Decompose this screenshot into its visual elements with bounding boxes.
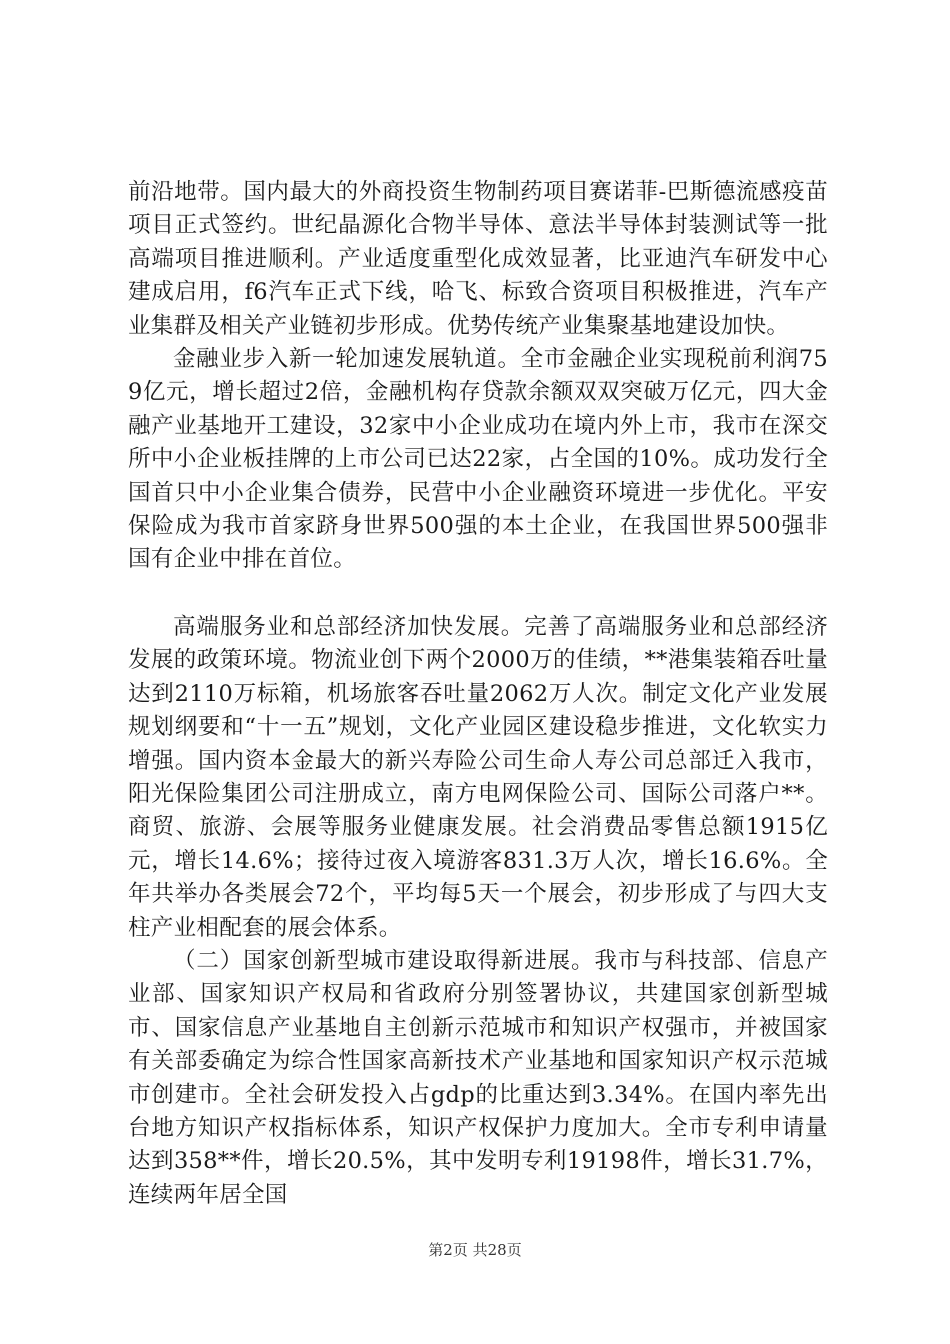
document-body (128, 176, 828, 1212)
paragraph-services: 高端服务业和总部经济加快发展。完善了高端服务业和总部经济发展的政策环境。物流业创下两个2000万的佳绩，**港集装箱吞吐量达到2110万标箱，机场旅客吞吐量2062万人次。制定文化产业发展规划纲要和“十一五”规划，文化产业园区建设稳步推进，文化软实力增强。国内资本金最大的新兴寿险公司生命人寿公司总部迁入我市，阳光保险集团公司注册成立，南方电网保险公司、国际公司落户**。商贸、旅游、会展等服务业健康发展。社会消费品零售总额1915亿元，增长14.6%；接待过夜入境游客831.3万人次，增长16.6%。全年共举办各类展会72个，平均每5天一个展会，初步形成了与四大支柱产业相配套的展会体系。 (128, 613, 828, 941)
paragraph-finance: 金融业步入新一轮加速发展轨道。全市金融企业实现税前利润759亿元，增长超过2倍，金融机构存贷款余额双双突破万亿元，四大金融产业基地开工建设，32家中小企业成功在境内外上市，我市在深交所中小企业板挂牌的上市公司已达22家，占全国的10%。成功发行全国首只中小企业集合债券，民营中小企业融资环境进一步优化。平安保险成为我市首家跻身世界500强的本土企业，在我国世界500强非国有企业中排在首位。 (128, 346, 828, 573)
paragraph-continuation: 前沿地带。国内最大的外商投资生物制药项目赛诺菲-巴斯德流感疫苗项目正式签约。世纪晶源化合物半导体、意法半导体封装测试等一批高端项目推进顺利。产业适度重型化成效显著，比亚迪汽车研发中心建成启用，f6汽车正式下线，哈飞、标致合资项目积极推进，汽车产业集群及相关产业链初步形成。优势传统产业集聚基地建设加快。 (128, 179, 828, 339)
paragraph-gap (128, 577, 828, 611)
paragraph-innovation: （二）国家创新型城市建设取得新进展。我市与科技部、信息产业部、国家知识产权局和省政府分别签署协议，共建国家创新型城市、国家信息产业基地自主创新示范城市和知识产权强市，并被国家有关部委确定为综合性国家高新技术产业基地和国家知识产权示范城市创建市。全社会研发投入占gdp的比重达到3.34%。在国内率先出台地方知识产权指标体系，知识产权保护力度加大。全市专利申请量达到358**件，增长20.5%，其中发明专利19198件，增长31.7%，连续两年居全国 (128, 947, 828, 1208)
page-footer: 第2页 共28页 (428, 1241, 522, 1259)
